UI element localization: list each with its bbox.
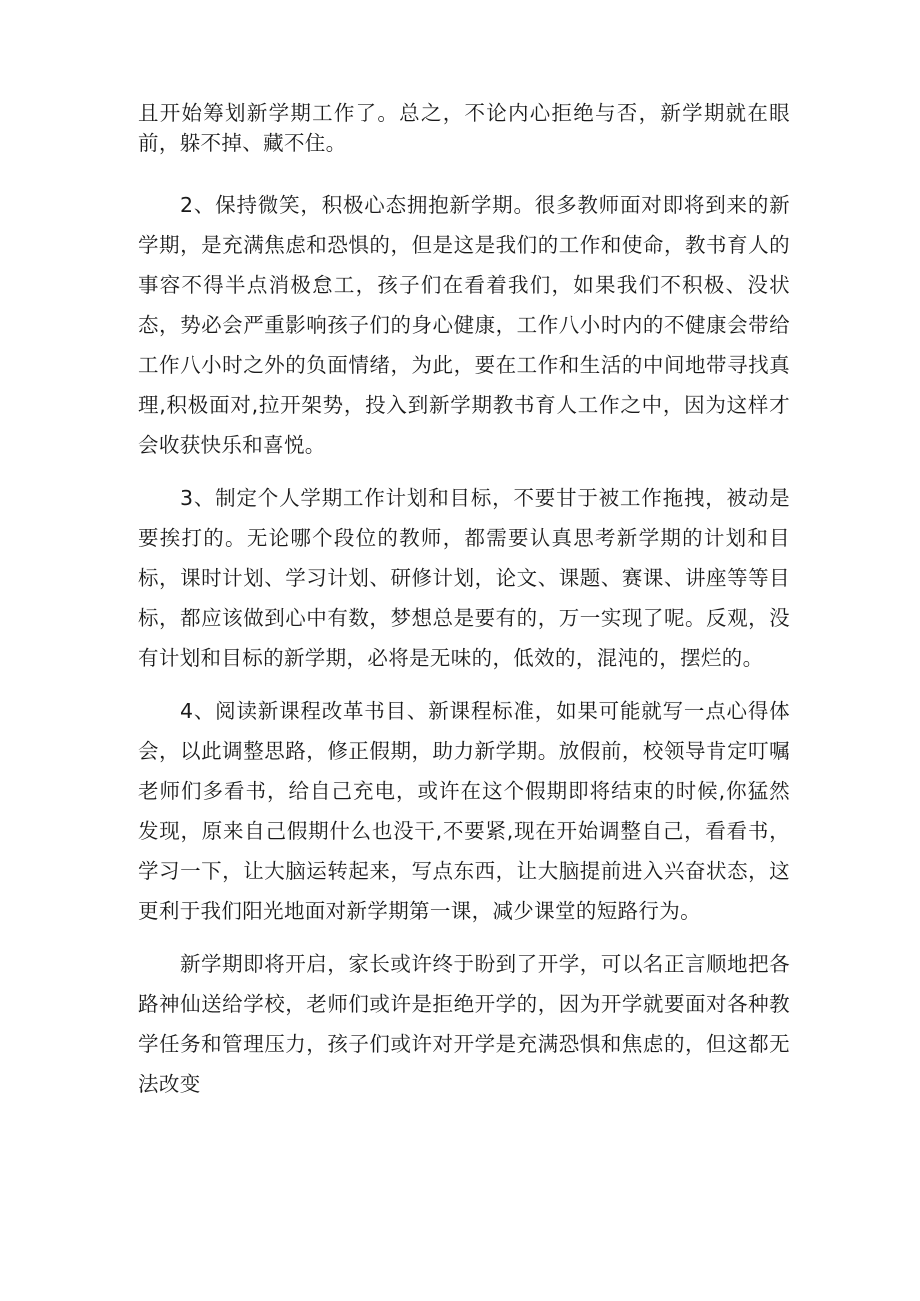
- paragraph-item-2: 2、保持微笑，积极心态拥抱新学期。很多教师面对即将到来的新学期，是充满焦虑和恐惧的，但是这是我们的工作和使命，教书育人的事容不得半点消极怠工，孩子们在看着我们，如果我们不积极、没状态，势必会严重影响孩子们的身心健康，工作八小时内的不健康会带给工作八小时之外的负面情绪，为此，要在工作和生活的中间地带寻找真理,积极面对,拉开架势，投入到新学期教书育人工作之中，因为这样才会收获快乐和喜悦。: [138, 193, 790, 457]
- document-body: [138, 98, 790, 1104]
- paragraph-conclusion: 新学期即将开启，家长或许终于盼到了开学，可以名正言顺地把各路神仙送给学校，老师们或许是拒绝开学的，因为开学就要面对各种教学任务和管理压力，孩子们或许对开学是充满恐惧和焦虑的，但这都无法改变: [138, 952, 790, 1096]
- paragraph-item-4: 4、阅读新课程改革书目、新课程标准，如果可能就写一点心得体会，以此调整思路，修正假期，助力新学期。放假前，校领导肯定叮嘱老师们多看书，给自己充电，或许在这个假期即将结束的时候,你猛然发现，原来自己假期什么也没干,不要紧,现在开始调整自己，看看书，学习一下，让大脑运转起来，写点东西，让大脑提前进入兴奋状态，这更利于我们阳光地面对新学期第一课，减少课堂的短路行为。: [138, 699, 790, 923]
- paragraph-continuation: 且开始筹划新学期工作了。总之，不论内心拒绝与否，新学期就在眼前，躲不掉、藏不住。: [138, 101, 790, 155]
- paragraph-item-3: 3、制定个人学期工作计划和目标，不要甘于被工作拖拽，被动是要挨打的。无论哪个段位的教师，都需要认真思考新学期的计划和目标，课时计划、学习计划、研修计划，论文、课题、赛课、讲座等等目标，都应该做到心中有数，梦想总是要有的，万一实现了呢。反观，没有计划和目标的新学期，必将是无味的，低效的，混沌的，摆烂的。: [138, 486, 790, 670]
